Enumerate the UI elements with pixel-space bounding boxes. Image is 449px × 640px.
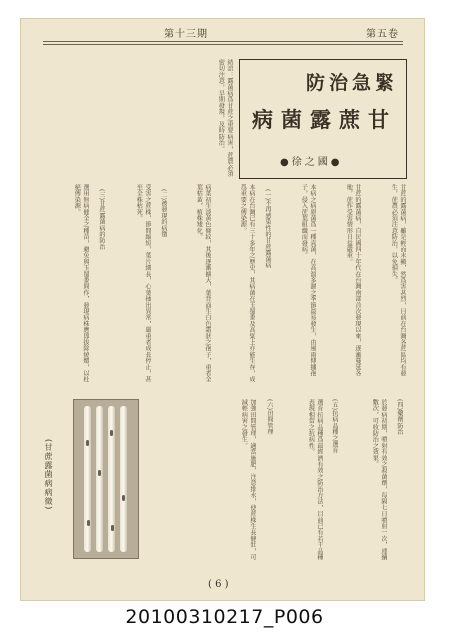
- sugarcane-photo: [73, 399, 139, 559]
- section-heading: (二)被發現的病徵: [160, 189, 167, 238]
- text-column: 受害之蔗株，節間縮短，葉片細長，心葉抽出異常，嚴重者成長停止，甚至全株枯死。: [135, 184, 151, 383]
- document-page: [20, 18, 425, 601]
- figure-caption: (甘蔗露菌病病徵): [44, 439, 53, 511]
- header-rule: [43, 41, 403, 42]
- article-title: 病菌露蔗甘: [252, 107, 397, 132]
- text-column: 結語：露菌病爲甘蔗之重要病害，蔗農必須密切注意，早期發現，及時防治。: [217, 59, 233, 177]
- text-column: 病葉初生淡黃色條紋，其後逐漸擴大，葉背面生白色霜狀之孢子，重者全葉枯黃，植株矮化。: [195, 184, 211, 383]
- archive-id: 20100310217_P006: [125, 606, 324, 628]
- text-column: 加強田間管理，適當施肥，注意排水，使蔗株生長健壯，可減輕病害之發生。: [240, 399, 256, 561]
- header-volume: 第五卷: [366, 29, 399, 40]
- text-column: 於發病初期，噴射有效之殺菌劑，每隔七日噴射一次，連續數次，可收防治之效果。: [371, 399, 387, 561]
- text-column: 甘蔗的露菌病，自民國四十年代在台灣南部首次發現以來，逐漸蔓延各地，蔗作受害情形日益嚴重。: [345, 184, 361, 377]
- section-heading: (六)田間管理: [266, 399, 273, 435]
- article-title-box: [239, 59, 407, 179]
- section-heading: (三)甘蔗露菌病的防治: [98, 189, 105, 250]
- section-heading: (五)抗病品種之選育: [331, 399, 338, 454]
- article-series: 防治急緊: [305, 72, 398, 94]
- section-heading: (四)藥劑防治: [396, 399, 403, 435]
- text-column: 選育抗病品種爲最經濟有效之防治方法，目前已有若干品種表現相當之抗病性。: [307, 399, 323, 561]
- text-column: 本病在台灣已有三十多年之歷史，其病菌在玉蜀黍及高粱上亦能生存，成爲重要之傳染源。: [239, 184, 255, 383]
- section-heading: (一)不再感染性的甘蔗露菌病: [264, 189, 271, 269]
- text-column: 甘蔗的露菌病，雖是輕而未顯，然爲害甚烈，目前在台灣各蔗區均有發生，蔗農必須注意防治，以免損失。: [390, 184, 406, 377]
- page-header: [49, 25, 399, 41]
- text-column: 選用無病健全之種苗，避免與玉蜀黍間作，發現病株應即拔除燒燬，以杜絕傳染源。: [73, 184, 89, 383]
- article-author: ●徐之國●: [280, 157, 343, 168]
- header-rule-2: [43, 44, 403, 45]
- text-column: 本病之病原菌爲一種真菌，在高溫多濕之季節最易發生，由風雨傳播孢子，侵入蔗葉組織而發病。: [300, 184, 316, 377]
- page-number: ( 6 ): [208, 579, 229, 590]
- header-issue: 第十三期: [164, 29, 208, 40]
